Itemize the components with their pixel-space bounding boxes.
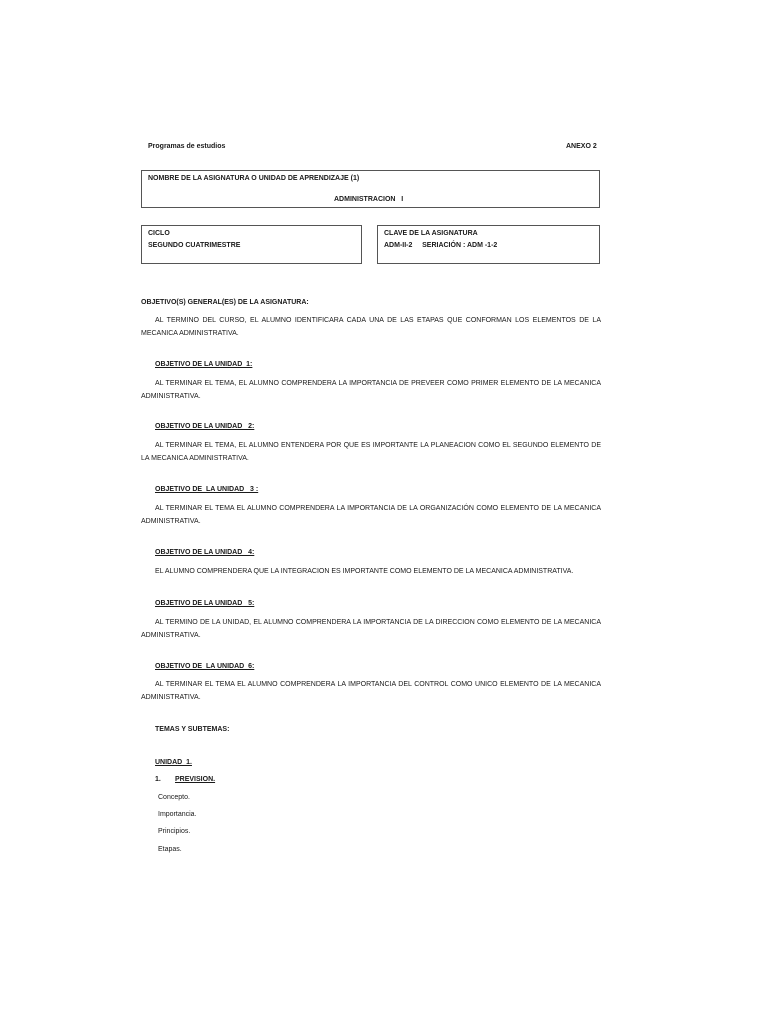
general-objective-text: AL TERMINO DEL CURSO, EL ALUMNO IDENTIFICARA CADA UNA DE LAS ETAPAS QUE CONFORMAN LOS ELEMENTOS DE LA MECANICA ADMINISTRATIVA. [141, 317, 601, 337]
ciclo-box [141, 225, 362, 264]
unit-objective-heading: OBJETIVO DE LA UNIDAD 5: [155, 600, 255, 607]
unit-objective-text: AL TERMINAR EL TEMA EL ALUMNO COMPRENDERA LA IMPORTANCIA DE LA ORGANIZACIÓN COMO ELEMENTO DE LA MECANICA ADMINISTRATIVA. [141, 505, 601, 525]
ciclo-value: SEGUNDO CUATRIMESTRE [148, 242, 241, 249]
asignatura-label: NOMBRE DE LA ASIGNATURA O UNIDAD DE APRENDIZAJE (1) [148, 175, 360, 182]
unit-title: UNIDAD 1. [155, 759, 192, 766]
topic-title: PREVISION. [175, 776, 216, 783]
unit-objective-text: AL TERMINO DE LA UNIDAD, EL ALUMNO COMPRENDERA LA IMPORTANCIA DE LA DIRECCION COMO ELEMENTO DE LA MECANICA ADMINISTRATIVA. [141, 619, 601, 639]
clave-value: ADM-II-2 SERIACIÓN : ADM -1-2 [384, 242, 498, 249]
asignatura-box [141, 170, 600, 208]
unit-objective-heading: OBJETIVO DE LA UNIDAD 3 : [155, 486, 259, 493]
subtopic-item: Concepto. [158, 794, 190, 801]
topic-number: 1. [155, 776, 161, 783]
unit-objective-heading: OBJETIVO DE LA UNIDAD 4: [155, 549, 255, 556]
annex-label: ANEXO 2 [566, 143, 597, 150]
unit-objective-text: AL TERMINAR EL TEMA, EL ALUMNO COMPRENDERA LA IMPORTANCIA DE PREVEER COMO PRIMER ELEMENTO DE LA MECANICA ADMINISTRATIVA. [141, 380, 601, 400]
header-title: Programas de estudios [148, 143, 226, 150]
unit-objective-text: EL ALUMNO COMPRENDERA QUE LA INTEGRACION ES IMPORTANTE COMO ELEMENTO DE LA MECANICA ADMINISTRATIVA. [155, 568, 574, 575]
ciclo-label: CICLO [148, 230, 170, 237]
subtopic-item: Etapas. [158, 846, 182, 853]
unit-objective-heading: OBJETIVO DE LA UNIDAD 1: [155, 361, 253, 368]
subtopic-item: Importancia. [158, 811, 197, 818]
asignatura-value: ADMINISTRACION I [334, 196, 404, 203]
subtopic-item: Principios. [158, 828, 191, 835]
unit-objective-text: AL TERMINAR EL TEMA EL ALUMNO COMPRENDERA LA IMPORTANCIA DEL CONTROL COMO UNICO ELEMENTO DE LA MECANICA ADMINISTRATIVA. [141, 681, 601, 701]
topics-heading: TEMAS Y SUBTEMAS: [155, 726, 230, 733]
unit-objective-heading: OBJETIVO DE LA UNIDAD 6: [155, 663, 255, 670]
general-objective-heading: OBJETIVO(S) GENERAL(ES) DE LA ASIGNATURA: [141, 299, 309, 306]
clave-label: CLAVE DE LA ASIGNATURA [384, 230, 478, 237]
unit-objective-heading: OBJETIVO DE LA UNIDAD 2: [155, 423, 255, 430]
unit-objective-text: AL TERMINAR EL TEMA, EL ALUMNO ENTENDERA POR QUE ES IMPORTANTE LA PLANEACION COMO EL SEGUNDO ELEMENTO DE LA MECANICA ADMINISTRATIVA. [141, 442, 601, 462]
clave-box [377, 225, 600, 264]
